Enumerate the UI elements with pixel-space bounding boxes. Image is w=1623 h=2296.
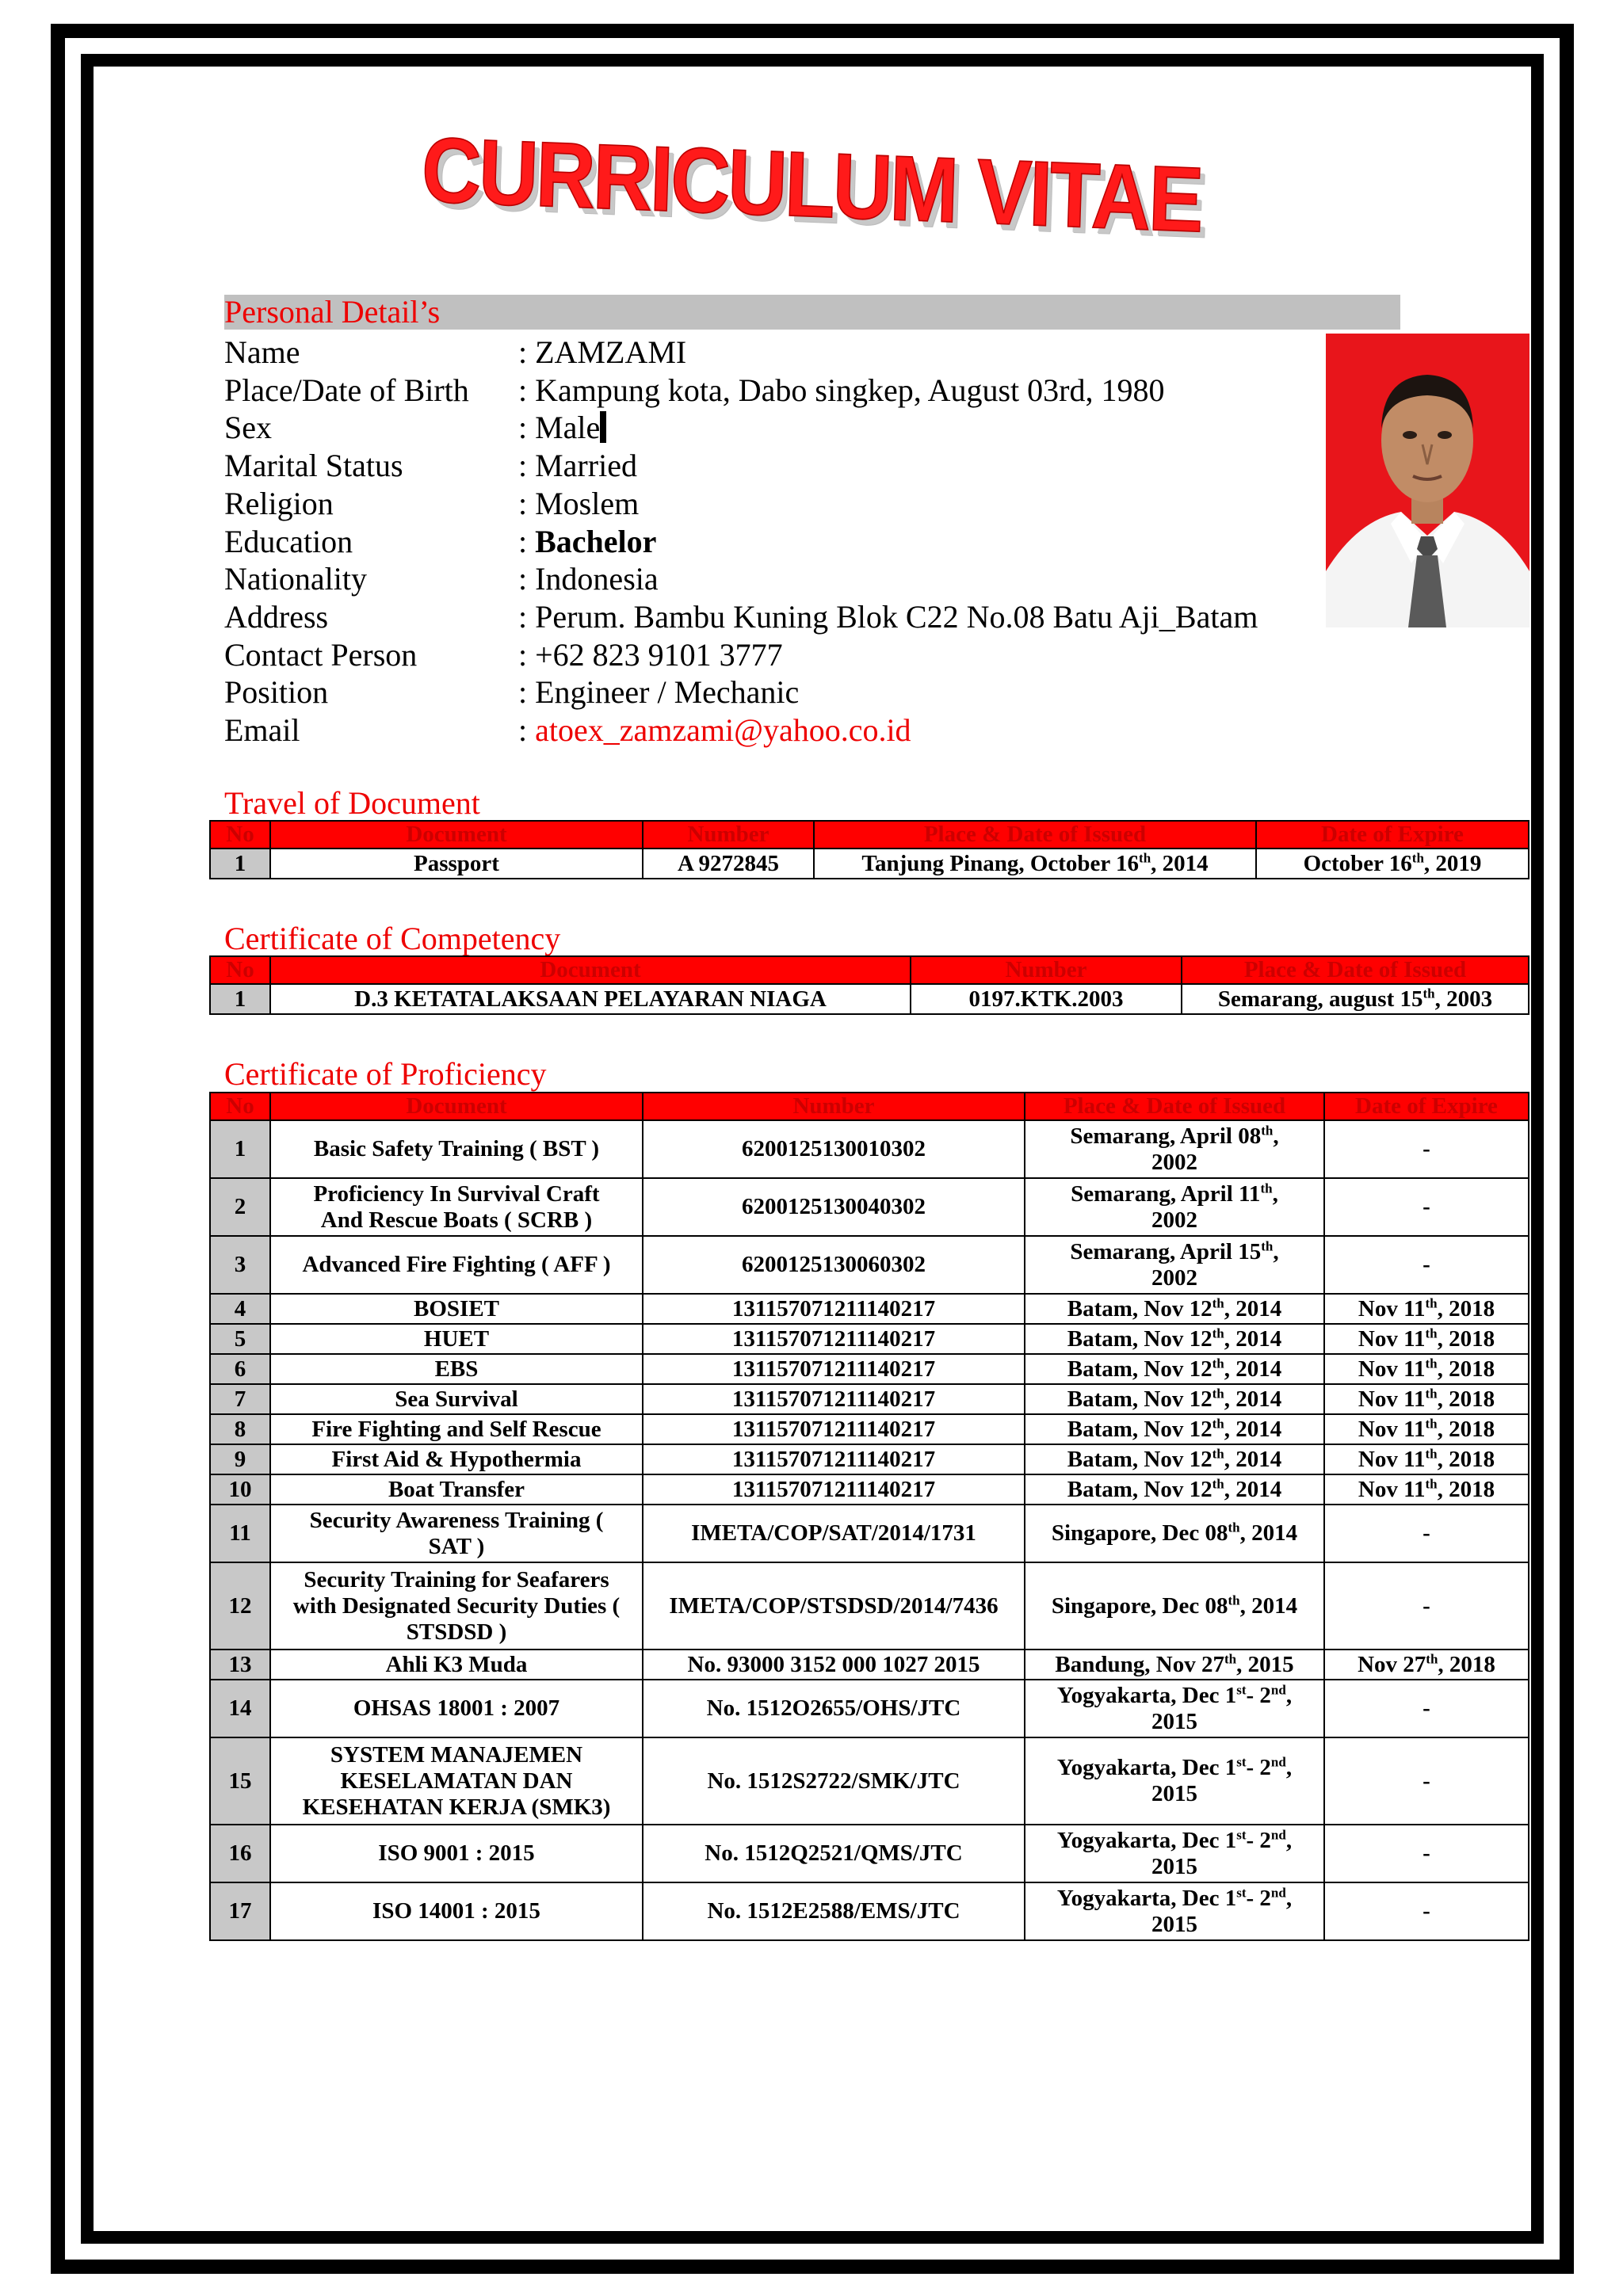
document-name: Ahli K3 Muda: [270, 1650, 643, 1680]
col-header: Date of Expire: [1324, 1093, 1529, 1120]
field-value-contact: : +62 823 9101 3777: [518, 636, 783, 673]
personal-section-heading: Personal Detail’s: [224, 294, 441, 330]
document-name: Proficiency In Survival Craft And Rescue Boats ( SCRB ): [270, 1178, 643, 1236]
row-number: 5: [210, 1324, 270, 1354]
document-name: Advanced Fire Fighting ( AFF ): [270, 1236, 643, 1294]
row-number: 9: [210, 1444, 270, 1474]
date-expire: Nov 11th, 2018: [1324, 1384, 1529, 1414]
document-number: A 9272845: [643, 849, 814, 879]
row-number: 4: [210, 1294, 270, 1324]
field-value-education-wrap: [518, 523, 656, 561]
document-number: No. 1512O2655/OHS/JTC: [643, 1680, 1025, 1737]
col-header: Number: [643, 1093, 1025, 1120]
document-name: Security Awareness Training ( SAT ): [270, 1505, 643, 1562]
place-date-issued: Semarang, April 11th, 2002: [1025, 1178, 1324, 1236]
place-date-issued: Batam, Nov 12th, 2014: [1025, 1294, 1324, 1324]
proficiency-section-heading: Certificate of Proficiency: [224, 1056, 547, 1092]
col-header: Number: [643, 821, 814, 849]
profile-photo-illustration: [1326, 334, 1529, 627]
document-number: 131157071211140217: [643, 1414, 1025, 1444]
row-number: 12: [210, 1562, 270, 1650]
place-date-issued: Yogyakarta, Dec 1st- 2nd, 2015: [1025, 1825, 1324, 1882]
field-value-sex-wrap: [518, 409, 606, 447]
document-number: 0197.KTK.2003: [911, 984, 1182, 1014]
place-date-issued: Semarang, august 15th, 2003: [1182, 984, 1529, 1014]
table-header-row: [210, 1093, 1529, 1120]
document-number: 6200125130060302: [643, 1236, 1025, 1294]
col-header: No: [210, 956, 270, 984]
row-number: 2: [210, 1178, 270, 1236]
field-value-sex: : Male: [518, 410, 601, 446]
document-name: ISO 14001 : 2015: [270, 1882, 643, 1940]
field-value-email-prefix: :: [518, 712, 536, 748]
date-expire: -: [1324, 1882, 1529, 1940]
row-number: 1: [210, 1120, 270, 1178]
document-name: D.3 KETATALAKSAAN PELAYARAN NIAGA: [270, 984, 911, 1014]
place-date-issued: Bandung, Nov 27th, 2015: [1025, 1650, 1324, 1680]
date-expire: -: [1324, 1236, 1529, 1294]
document-number: 6200125130010302: [643, 1120, 1025, 1178]
field-value-name: : ZAMZAMI: [518, 334, 687, 370]
travel-section-heading: Travel of Document: [224, 785, 480, 821]
document-name: BOSIET: [270, 1294, 643, 1324]
field-label-education: Education: [224, 523, 353, 559]
document-number: IMETA/COP/SAT/2014/1731: [643, 1505, 1025, 1562]
table-row: [210, 1825, 1529, 1882]
date-expire: -: [1324, 1737, 1529, 1825]
table-header-row: [210, 956, 1529, 984]
table-row: [210, 1236, 1529, 1294]
document-number: 6200125130040302: [643, 1178, 1025, 1236]
text-cursor: [600, 411, 606, 443]
document-number: 131157071211140217: [643, 1384, 1025, 1414]
field-label-religion: Religion: [224, 485, 334, 521]
row-number: 6: [210, 1354, 270, 1384]
col-header: No: [210, 1093, 270, 1120]
date-expire: Nov 11th, 2018: [1324, 1414, 1529, 1444]
document-number: 131157071211140217: [643, 1324, 1025, 1354]
field-label-position: Position: [224, 674, 329, 711]
document-number: No. 1512E2588/EMS/JTC: [643, 1882, 1025, 1940]
document-number: No. 1512Q2521/QMS/JTC: [643, 1825, 1025, 1882]
field-value-position: : Engineer / Mechanic: [518, 674, 800, 711]
date-expire: -: [1324, 1680, 1529, 1737]
date-expire: Nov 11th, 2018: [1324, 1324, 1529, 1354]
place-date-issued: Batam, Nov 12th, 2014: [1025, 1474, 1324, 1505]
personal-section-header: [224, 295, 1400, 330]
date-expire: Nov 11th, 2018: [1324, 1444, 1529, 1474]
document-name: HUET: [270, 1324, 643, 1354]
place-date-issued: Yogyakarta, Dec 1st- 2nd, 2015: [1025, 1680, 1324, 1737]
field-label-address: Address: [224, 598, 329, 635]
table-row: [210, 1650, 1529, 1680]
place-date-issued: Batam, Nov 12th, 2014: [1025, 1384, 1324, 1414]
field-label-email: Email: [224, 712, 300, 748]
row-number: 1: [210, 849, 270, 879]
table-row: [210, 1354, 1529, 1384]
row-number: 1: [210, 984, 270, 1014]
row-number: 7: [210, 1384, 270, 1414]
field-value-birth: : Kampung kota, Dabo singkep, August 03rd, 1980: [518, 372, 1165, 408]
field-label-sex: Sex: [224, 410, 272, 446]
table-row: [210, 1444, 1529, 1474]
email-link[interactable]: atoex_zamzami@yahoo.co.id: [535, 712, 911, 748]
field-label-nationality: Nationality: [224, 561, 367, 597]
document-number: 131157071211140217: [643, 1354, 1025, 1384]
place-date-issued: Singapore, Dec 08th, 2014: [1025, 1562, 1324, 1650]
row-number: 8: [210, 1414, 270, 1444]
table-row: [210, 1474, 1529, 1505]
table-header-row: [210, 821, 1529, 849]
field-value-marital: : Married: [518, 448, 637, 484]
place-date-issued: Yogyakarta, Dec 1st- 2nd, 2015: [1025, 1882, 1324, 1940]
document-number: 131157071211140217: [643, 1474, 1025, 1505]
table-row: [210, 1294, 1529, 1324]
table-row: [210, 1178, 1529, 1236]
date-expire: -: [1324, 1120, 1529, 1178]
table-row: [210, 849, 1529, 879]
document-name: Passport: [270, 849, 643, 879]
field-value-address: : Perum. Bambu Kuning Blok C22 No.08 Batu Aji_Batam: [518, 598, 1258, 635]
document-number: 131157071211140217: [643, 1444, 1025, 1474]
row-number: 11: [210, 1505, 270, 1562]
field-value-education: Bachelor: [535, 523, 657, 559]
table-row: [210, 1414, 1529, 1444]
col-header: Document: [270, 1093, 643, 1120]
table-row: [210, 1384, 1529, 1414]
table-row: [210, 1737, 1529, 1825]
document-number: No. 1512S2722/SMK/JTC: [643, 1737, 1025, 1825]
table-row: [210, 1562, 1529, 1650]
document-name: Boat Transfer: [270, 1474, 643, 1505]
col-header: Date of Expire: [1256, 821, 1529, 849]
table-row: [210, 1505, 1529, 1562]
document-number: No. 93000 3152 000 1027 2015: [643, 1650, 1025, 1680]
place-date-issued: Tanjung Pinang, October 16th, 2014: [814, 849, 1256, 879]
row-number: 14: [210, 1680, 270, 1737]
date-expire: Nov 11th, 2018: [1324, 1294, 1529, 1324]
field-value-religion: : Moslem: [518, 485, 640, 521]
date-expire: -: [1324, 1825, 1529, 1882]
place-date-issued: Yogyakarta, Dec 1st- 2nd, 2015: [1025, 1737, 1324, 1825]
col-header: Place & Date of Issued: [1025, 1093, 1324, 1120]
field-value-nationality: : Indonesia: [518, 561, 659, 597]
table-row: [210, 984, 1529, 1014]
date-expire: Nov 27th, 2018: [1324, 1650, 1529, 1680]
table-row: [210, 1120, 1529, 1178]
document-name: Security Training for Seafarers with Designated Security Duties ( STSDSD ): [270, 1562, 643, 1650]
col-header: Place & Date of Issued: [1182, 956, 1529, 984]
row-number: 10: [210, 1474, 270, 1505]
document-name: OHSAS 18001 : 2007: [270, 1680, 643, 1737]
proficiency-table: [209, 1092, 1529, 1941]
field-value-email-wrap: [518, 711, 911, 749]
document-name: SYSTEM MANAJEMEN KESELAMATAN DAN KESEHATAN KERJA (SMK3): [270, 1737, 643, 1825]
field-label-contact: Contact Person: [224, 636, 418, 673]
place-date-issued: Singapore, Dec 08th, 2014: [1025, 1505, 1324, 1562]
table-row: [210, 1680, 1529, 1737]
place-date-issued: Batam, Nov 12th, 2014: [1025, 1414, 1324, 1444]
col-header: Document: [270, 956, 911, 984]
table-row: [210, 1882, 1529, 1940]
date-expire: -: [1324, 1178, 1529, 1236]
field-label-birth: Place/Date of Birth: [224, 372, 469, 408]
date-expire: Nov 11th, 2018: [1324, 1474, 1529, 1505]
table-row: [210, 1324, 1529, 1354]
row-number: 3: [210, 1236, 270, 1294]
place-date-issued: Semarang, April 08th, 2002: [1025, 1120, 1324, 1178]
row-number: 15: [210, 1737, 270, 1825]
row-number: 13: [210, 1650, 270, 1680]
col-header: Number: [911, 956, 1182, 984]
date-expire: Nov 11th, 2018: [1324, 1354, 1529, 1384]
competency-section-heading: Certificate of Competency: [224, 921, 561, 956]
document-name: EBS: [270, 1354, 643, 1384]
place-date-issued: Batam, Nov 12th, 2014: [1025, 1354, 1324, 1384]
profile-photo: [1326, 334, 1529, 627]
field-value-education-prefix: :: [518, 523, 536, 559]
place-date-issued: Batam, Nov 12th, 2014: [1025, 1444, 1324, 1474]
row-number: 17: [210, 1882, 270, 1940]
row-number: 16: [210, 1825, 270, 1882]
document-number: 131157071211140217: [643, 1294, 1025, 1324]
document-number: IMETA/COP/STSDSD/2014/7436: [643, 1562, 1025, 1650]
place-date-issued: Batam, Nov 12th, 2014: [1025, 1324, 1324, 1354]
col-header: No: [210, 821, 270, 849]
place-date-issued: Semarang, April 15th, 2002: [1025, 1236, 1324, 1294]
page-title: CURRICULUM VITAE: [420, 118, 1203, 253]
date-expire: -: [1324, 1505, 1529, 1562]
field-label-marital: Marital Status: [224, 448, 403, 484]
col-header: Document: [270, 821, 643, 849]
document-name: Basic Safety Training ( BST ): [270, 1120, 643, 1178]
document-name: ISO 9001 : 2015: [270, 1825, 643, 1882]
travel-table: [209, 820, 1529, 879]
document-name: Fire Fighting and Self Rescue: [270, 1414, 643, 1444]
document-name: Sea Survival: [270, 1384, 643, 1414]
col-header: Place & Date of Issued: [814, 821, 1256, 849]
document-name: First Aid & Hypothermia: [270, 1444, 643, 1474]
field-label-name: Name: [224, 334, 300, 370]
date-expire: -: [1324, 1562, 1529, 1650]
date-expire: October 16th, 2019: [1256, 849, 1529, 879]
competency-table: [209, 955, 1529, 1015]
